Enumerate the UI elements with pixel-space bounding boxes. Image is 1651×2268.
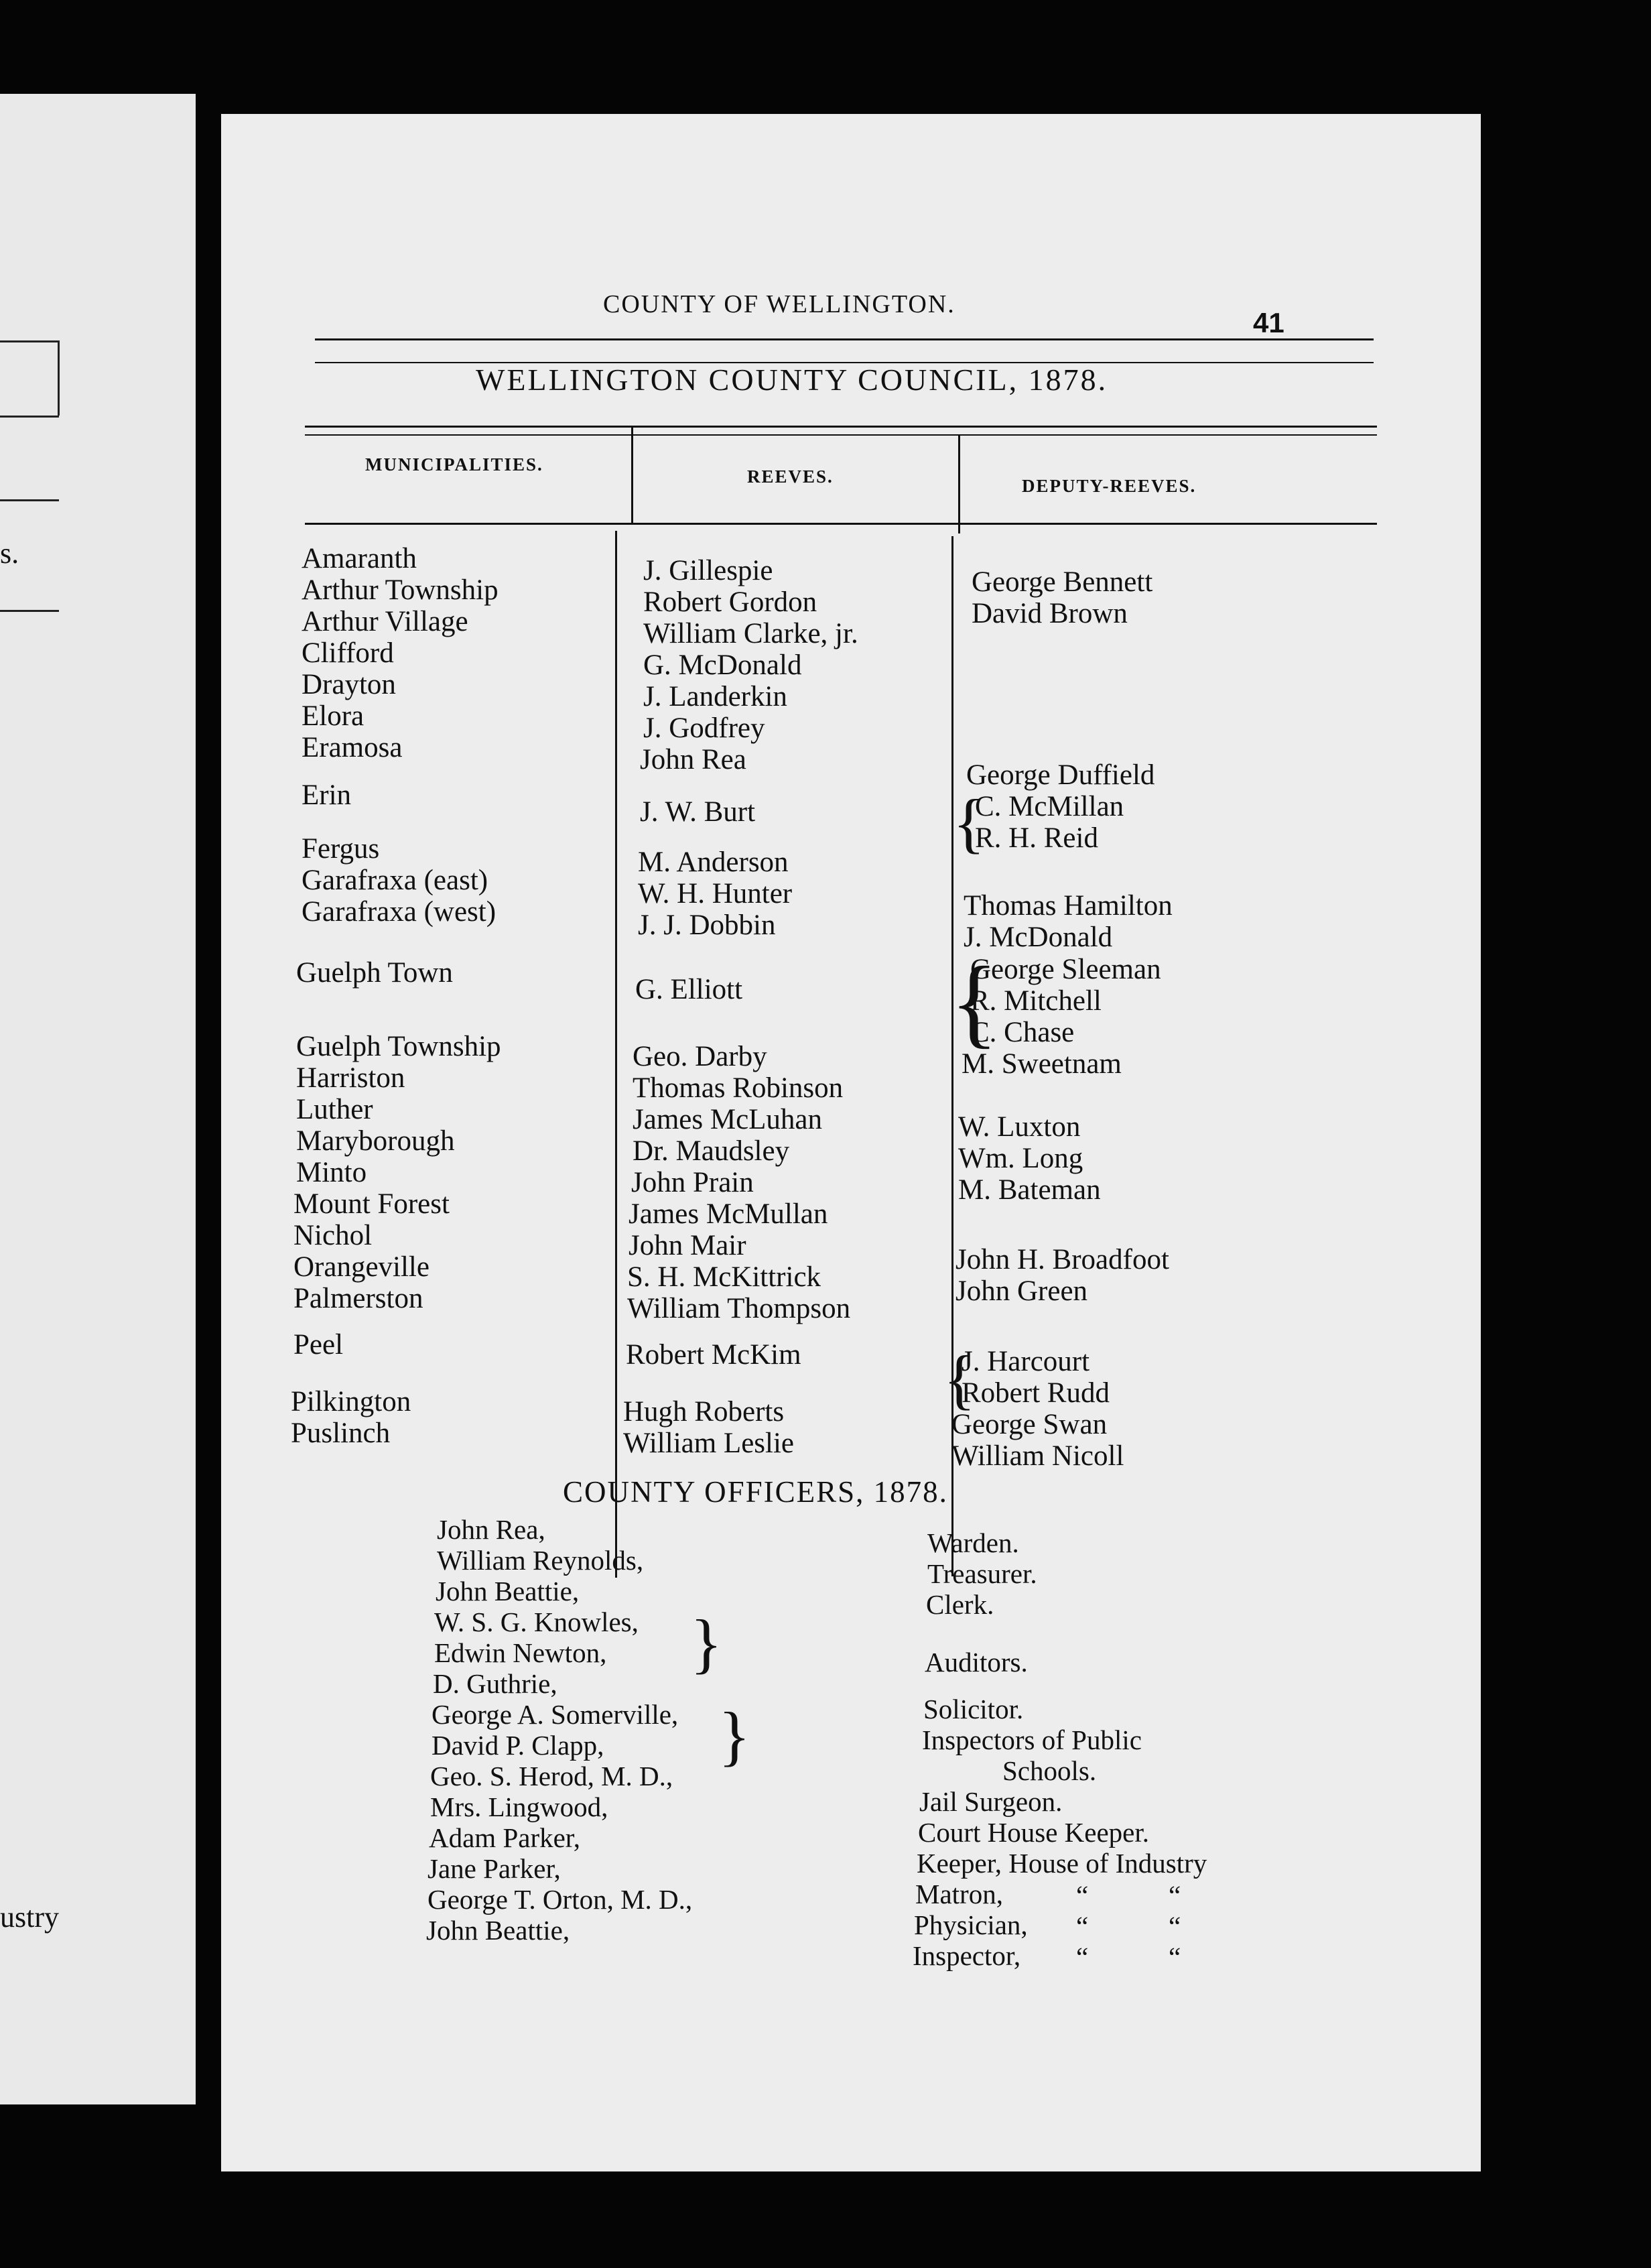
column-divider xyxy=(958,434,960,533)
reeve: Thomas Robinson xyxy=(633,1072,844,1104)
brace: } xyxy=(718,1698,750,1773)
deputy-reeve: R. H. Reid xyxy=(975,822,1098,854)
municipality: Harriston xyxy=(296,1062,405,1094)
officer-name: Mrs. Lingwood, xyxy=(430,1791,608,1822)
municipality: Luther xyxy=(296,1094,373,1125)
rule xyxy=(305,523,1377,525)
reeve: J. Landerkin xyxy=(643,681,787,712)
deputy-reeve: George Bennett xyxy=(972,566,1153,598)
deputy-reeve: M. Sweetnam xyxy=(962,1048,1122,1080)
municipality: Erin xyxy=(302,779,352,811)
officer-role: Schools. xyxy=(1002,1755,1097,1786)
municipality: Clifford xyxy=(302,637,394,669)
municipality: Guelph Township xyxy=(296,1031,501,1062)
officer-role: Inspectors of Public xyxy=(922,1724,1142,1755)
rule xyxy=(305,426,1377,428)
ditto-mark: “ xyxy=(1169,1880,1181,1911)
reeve: William Leslie xyxy=(623,1428,794,1459)
municipality: Arthur Township xyxy=(302,574,499,606)
running-head: COUNTY OF WELLINGTON. xyxy=(603,290,955,318)
municipality: Minto xyxy=(296,1157,367,1188)
deputy-reeve: C. McMillan xyxy=(975,791,1124,822)
officer-name: Geo. S. Herod, M. D., xyxy=(430,1761,673,1791)
officer-role: Inspector, xyxy=(913,1940,1021,1971)
reeve: William Thompson xyxy=(627,1293,851,1324)
officer-name: John Beattie, xyxy=(426,1915,570,1946)
officer-name: John Rea, xyxy=(437,1514,545,1545)
brace: { xyxy=(953,785,985,860)
officer-name: George A. Somerville, xyxy=(432,1699,679,1730)
reeve: J. Godfrey xyxy=(643,712,765,744)
deputy-reeve: George Sleeman xyxy=(970,954,1161,985)
deputy-reeve: J. Harcourt xyxy=(962,1346,1090,1377)
officer-role: Matron, xyxy=(915,1879,1003,1909)
ditto-mark: “ xyxy=(1076,1911,1089,1942)
deputy-reeve: J. McDonald xyxy=(964,922,1113,953)
reeve: Geo. Darby xyxy=(633,1041,767,1072)
deputy-reeve: David Brown xyxy=(972,598,1128,629)
deputy-reeve: Thomas Hamilton xyxy=(964,890,1173,922)
officer-name: John Beattie, xyxy=(436,1576,580,1606)
deputy-reeve: W. Luxton xyxy=(958,1111,1081,1143)
officer-name: Edwin Newton, xyxy=(434,1637,607,1668)
officer-name: George T. Orton, M. D., xyxy=(427,1884,693,1915)
ditto-mark: “ xyxy=(1169,1942,1181,1972)
municipality: Guelph Town xyxy=(296,957,453,989)
reeve: James McMullan xyxy=(629,1198,828,1230)
reeve: Hugh Roberts xyxy=(623,1396,785,1428)
municipality: Fergus xyxy=(302,833,380,865)
reeve: William Clarke, jr. xyxy=(643,618,858,649)
facing-page-fragment xyxy=(0,94,196,2104)
divider xyxy=(0,610,59,612)
officer-role: Warden. xyxy=(927,1527,1019,1558)
municipality: Peel xyxy=(293,1329,344,1361)
column-header-deputy-reeves: DEPUTY-REEVES. xyxy=(1022,476,1197,496)
municipality: Pilkington xyxy=(291,1386,411,1418)
facing-page-text: s. xyxy=(0,537,19,570)
officer-role: Jail Surgeon. xyxy=(919,1786,1063,1817)
brace: { xyxy=(943,1342,976,1416)
page-number: 41 xyxy=(1253,307,1284,338)
deputy-reeve: John Green xyxy=(955,1275,1088,1307)
reeve: W. H. Hunter xyxy=(638,878,793,909)
officer-role: Clerk. xyxy=(926,1589,994,1620)
divider xyxy=(58,340,60,416)
deputy-reeve: R. Mitchell xyxy=(970,985,1102,1017)
municipality: Elora xyxy=(302,700,365,732)
council-title: WELLINGTON COUNTY COUNCIL, 1878. xyxy=(476,363,1108,397)
deputy-reeve: C. Chase xyxy=(970,1017,1075,1048)
deputy-reeve: George Swan xyxy=(951,1409,1108,1440)
reeve: J. W. Burt xyxy=(640,796,756,828)
column-header-reeves: REEVES. xyxy=(747,466,834,487)
divider xyxy=(0,416,59,418)
column-divider xyxy=(615,531,617,1578)
ditto-mark: “ xyxy=(1169,1911,1181,1942)
deputy-reeve: Wm. Long xyxy=(958,1143,1083,1174)
municipality: Drayton xyxy=(302,669,396,700)
reeve: J. Gillespie xyxy=(643,555,773,586)
officer-role: Auditors. xyxy=(925,1647,1028,1678)
reeve: G. Elliott xyxy=(635,974,743,1005)
ditto-mark: “ xyxy=(1076,1942,1089,1972)
deputy-reeve: George Duffield xyxy=(966,759,1155,791)
ditto-mark: “ xyxy=(1076,1880,1089,1911)
municipality: Nichol xyxy=(293,1220,373,1251)
reeve: Dr. Maudsley xyxy=(633,1135,790,1167)
officer-name: W. S. G. Knowles, xyxy=(434,1606,639,1637)
officer-role: Court House Keeper. xyxy=(918,1817,1149,1848)
divider xyxy=(0,340,59,342)
reeve: G. McDonald xyxy=(643,649,802,681)
column-header-municipalities: MUNICIPALITIES. xyxy=(365,454,543,475)
officer-name: Adam Parker, xyxy=(429,1822,581,1853)
reeve: John Prain xyxy=(631,1167,754,1198)
officer-name: David P. Clapp, xyxy=(432,1730,604,1761)
officer-name: D. Guthrie, xyxy=(433,1668,557,1699)
rule xyxy=(305,434,1377,436)
municipality: Palmerston xyxy=(293,1283,423,1314)
brace: } xyxy=(690,1606,722,1680)
reeve: S. H. McKittrick xyxy=(627,1261,821,1293)
brace: { xyxy=(950,946,998,1058)
officer-role: Treasurer. xyxy=(927,1558,1037,1589)
divider xyxy=(0,499,59,501)
officer-role: Solicitor. xyxy=(923,1694,1024,1724)
reeve: M. Anderson xyxy=(638,846,789,878)
facing-page-text: ustry xyxy=(0,1901,59,1934)
municipality: Garafraxa (east) xyxy=(302,865,488,896)
municipality: Maryborough xyxy=(296,1125,455,1157)
reeve: Robert McKim xyxy=(626,1339,801,1371)
municipality: Orangeville xyxy=(293,1251,430,1283)
officer-name: Jane Parker, xyxy=(427,1853,561,1884)
municipality: Garafraxa (west) xyxy=(302,896,497,928)
reeve: Robert Gordon xyxy=(643,586,817,618)
officer-role: Keeper, House of Industry xyxy=(917,1848,1207,1879)
officer-name: William Reynolds, xyxy=(437,1545,644,1576)
officers-title: COUNTY OFFICERS, 1878. xyxy=(563,1475,948,1509)
reeve: John Mair xyxy=(629,1230,746,1261)
reeve: J. J. Dobbin xyxy=(638,909,776,941)
deputy-reeve: M. Bateman xyxy=(958,1174,1101,1206)
municipality: Mount Forest xyxy=(293,1188,450,1220)
municipality: Eramosa xyxy=(302,732,403,763)
officer-role: Physician, xyxy=(914,1909,1028,1940)
deputy-reeve: Robert Rudd xyxy=(962,1377,1110,1409)
reeve: James McLuhan xyxy=(633,1104,823,1135)
rule xyxy=(315,338,1374,340)
document-page xyxy=(221,114,1481,2171)
column-divider xyxy=(631,428,633,523)
deputy-reeve: John H. Broadfoot xyxy=(955,1244,1169,1275)
deputy-reeve: William Nicoll xyxy=(951,1440,1124,1472)
municipality: Amaranth xyxy=(302,543,417,574)
municipality: Arthur Village xyxy=(302,606,468,637)
municipality: Puslinch xyxy=(291,1418,391,1449)
reeve: John Rea xyxy=(640,744,746,775)
